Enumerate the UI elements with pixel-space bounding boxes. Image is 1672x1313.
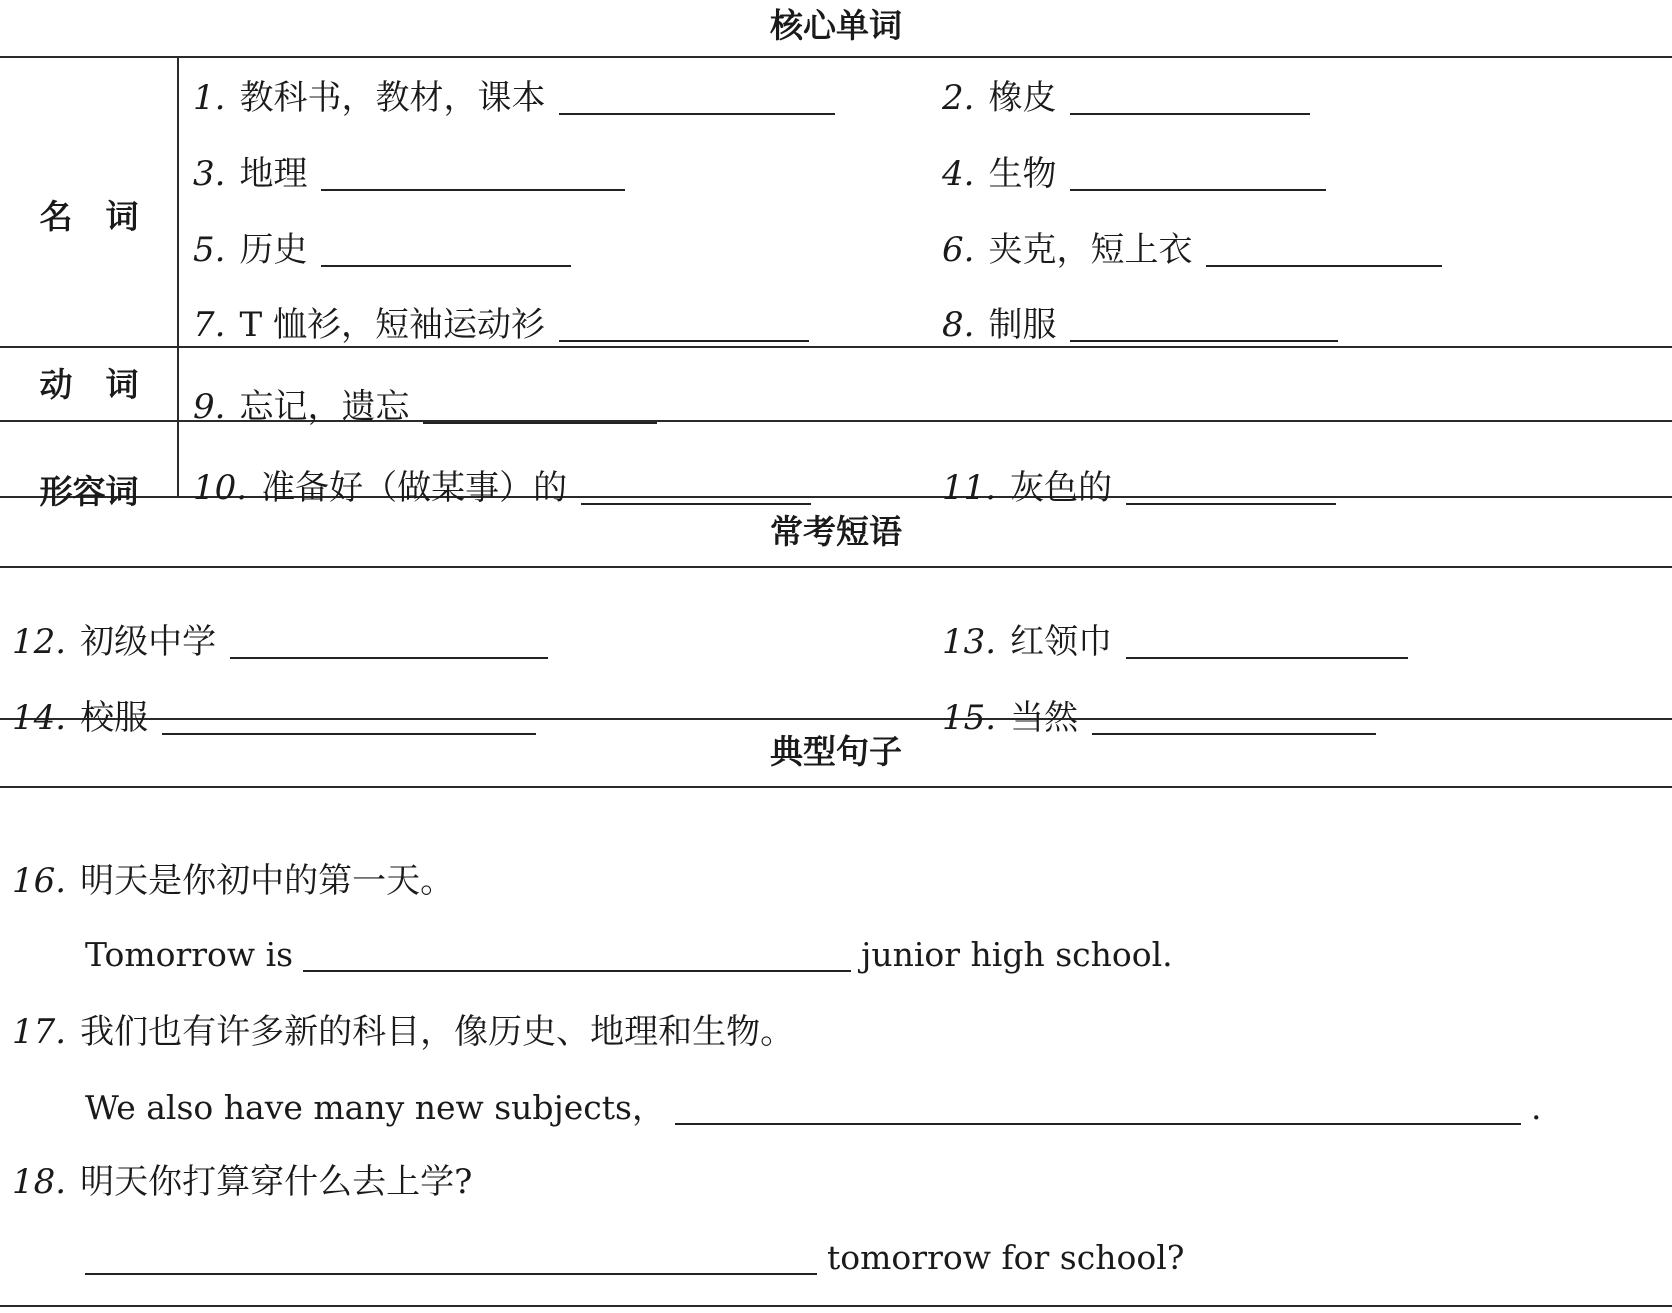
sentence-chinese: 明天是你初中的第一天。: [80, 861, 455, 901]
answer-blank[interactable]: [1070, 340, 1338, 342]
item-number: 2.: [942, 78, 975, 118]
answer-blank[interactable]: [423, 422, 657, 424]
item-chinese: 制服: [988, 305, 1057, 345]
item-chinese: 灰色的: [1010, 468, 1113, 508]
sentence-english-after: junior high school.: [861, 935, 1173, 974]
item-number: 14.: [12, 698, 67, 738]
section-title-sentences: 典型句子: [770, 732, 902, 771]
item-chinese: 忘记，遗忘: [239, 387, 410, 427]
item-chinese: 当然: [1010, 698, 1079, 738]
category-adjective: 形容词: [39, 472, 139, 511]
item-chinese: 教科书，教材，课本: [239, 78, 546, 118]
word-item-5: [193, 228, 571, 272]
item-number: 8.: [942, 305, 975, 345]
item-chinese: 准备好（做某事）的: [261, 468, 568, 508]
item-number: 13.: [942, 622, 997, 662]
section-divider-sentences-bottom: [0, 786, 1672, 788]
category-verb: 动 词: [39, 365, 139, 404]
item-number: 4.: [942, 154, 975, 194]
word-item-3: [193, 152, 625, 196]
item-chinese: 橡皮: [988, 78, 1057, 118]
answer-blank[interactable]: [675, 1123, 1521, 1125]
item-number: 16.: [12, 861, 67, 901]
item-chinese: 夹克，短上衣: [988, 230, 1193, 270]
phrase-item-12: [12, 620, 548, 664]
answer-blank[interactable]: [162, 733, 536, 735]
answer-blank[interactable]: [1126, 657, 1408, 659]
answer-blank[interactable]: [559, 340, 809, 342]
answer-blank[interactable]: [1092, 733, 1376, 735]
word-item-1: [193, 76, 835, 120]
answer-blank[interactable]: [1070, 189, 1326, 191]
word-item-11: [942, 466, 1336, 510]
phrase-item-13: [942, 620, 1408, 664]
answer-blank[interactable]: [1206, 265, 1442, 267]
section-title-core-words: 核心单词: [770, 6, 902, 45]
answer-blank[interactable]: [559, 113, 835, 115]
item-number: 15.: [942, 698, 997, 738]
answer-blank[interactable]: [1126, 503, 1336, 505]
sentence-chinese: 明天你打算穿什么去上学?: [80, 1162, 473, 1202]
table-border-bottom: [0, 1305, 1672, 1307]
category-noun: 名 词: [39, 197, 139, 236]
word-item-6: [942, 228, 1442, 272]
phrase-item-15: [942, 696, 1376, 740]
item-chinese: T 恤衫，短袖运动衫: [239, 305, 545, 345]
sentence-english-before: Tomorrow is: [85, 935, 294, 974]
item-chinese: 红领巾: [1010, 622, 1113, 662]
sentence-17-chinese: [12, 1010, 794, 1054]
answer-blank[interactable]: [85, 1273, 817, 1275]
item-chinese: 地理: [239, 154, 308, 194]
sentence-english-before: We also have many new subjects，: [85, 1088, 665, 1127]
sentence-17-english: [85, 1086, 1541, 1130]
sentence-english-after: .: [1530, 1088, 1542, 1127]
sentence-english-after: tomorrow for school?: [827, 1238, 1185, 1277]
answer-blank[interactable]: [321, 189, 625, 191]
phrase-item-14: [12, 696, 536, 740]
item-number: 10.: [193, 468, 248, 508]
answer-blank[interactable]: [581, 503, 811, 505]
item-number: 18.: [12, 1162, 67, 1202]
item-number: 3.: [193, 154, 226, 194]
item-number: 1.: [193, 78, 226, 118]
answer-blank[interactable]: [230, 657, 548, 659]
table-border-top: [0, 56, 1672, 58]
word-item-9: [193, 385, 657, 429]
answer-blank[interactable]: [1070, 113, 1310, 115]
answer-blank[interactable]: [303, 970, 851, 972]
item-number: 6.: [942, 230, 975, 270]
word-item-10: [193, 466, 811, 510]
word-item-8: [942, 303, 1338, 347]
item-number: 11.: [942, 468, 997, 508]
item-number: 9.: [193, 387, 226, 427]
sentence-18-english: [85, 1236, 1184, 1280]
item-number: 7.: [193, 305, 226, 345]
item-number: 17.: [12, 1012, 67, 1052]
item-chinese: 生物: [988, 154, 1057, 194]
item-chinese: 历史: [239, 230, 308, 270]
sentence-16-chinese: [12, 859, 454, 903]
section-title-phrases: 常考短语: [770, 512, 902, 551]
item-number: 12.: [12, 622, 67, 662]
item-number: 5.: [193, 230, 226, 270]
section-divider-phrases-bottom: [0, 566, 1672, 568]
word-item-2: [942, 76, 1310, 120]
answer-blank[interactable]: [321, 265, 571, 267]
category-column-divider: [177, 56, 179, 498]
sentence-16-english: [85, 933, 1173, 977]
sentence-18-chinese: [12, 1160, 472, 1204]
item-chinese: 校服: [80, 698, 149, 738]
sentence-chinese: 我们也有许多新的科目，像历史、地理和生物。: [80, 1012, 795, 1052]
word-item-4: [942, 152, 1326, 196]
item-chinese: 初级中学: [80, 622, 217, 662]
word-item-7: [193, 303, 809, 347]
